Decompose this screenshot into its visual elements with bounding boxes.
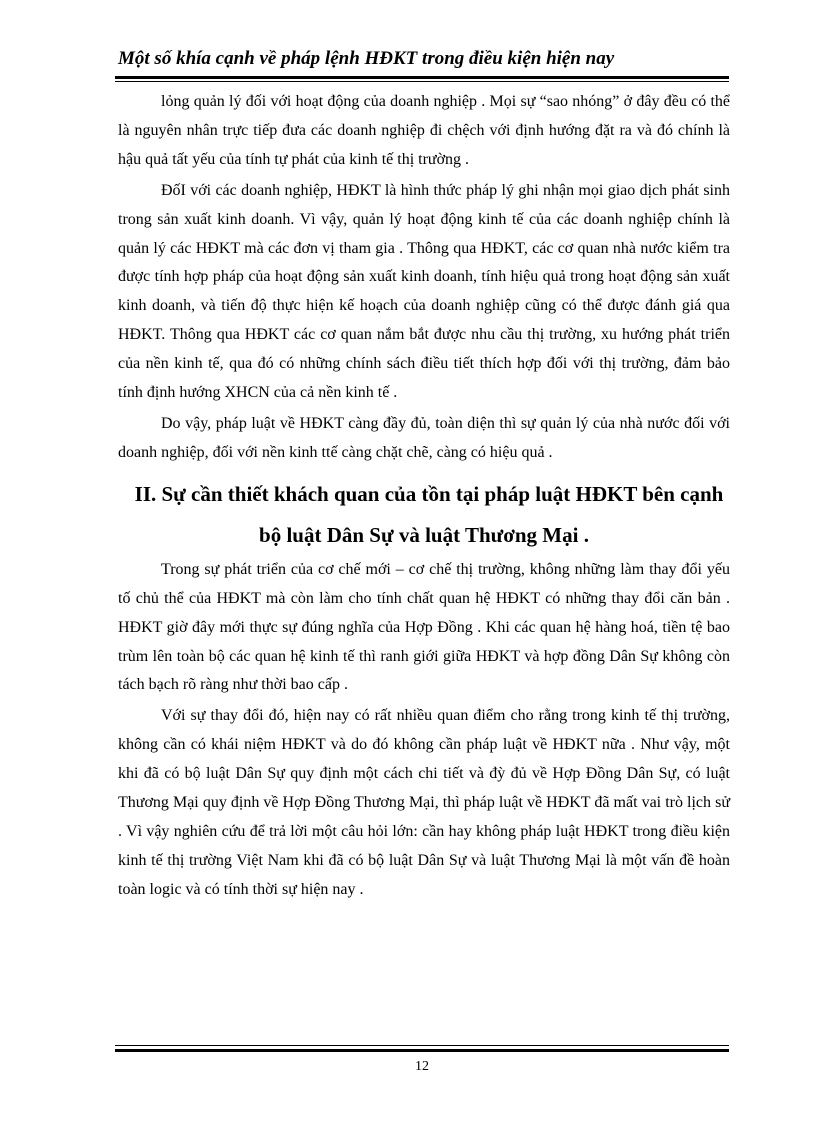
paragraph-4: Trong sự phát triển của cơ chế mới – cơ chế thị trường, không những làm thay đổi yếu tố chủ thể của HĐKT mà còn làm cho tính chất quan hệ HĐKT có những thay đổi căn bản . HĐKT giờ đây mới thực sự đúng nghĩa của Hợp Đồng . Khi các quan hệ hàng hoá, tiền tệ bao trùm lên toàn bộ các quan hệ kinh tế thì ranh giới giữa HĐKT và hợp đồng Dân Sự không còn tách bạch rõ ràng như thời bao cấp . (118, 560, 730, 694)
paragraph-1: lỏng quản lý đối với hoạt động của doanh nghiệp . Mọi sự “sao nhóng” ở đây đều có thể là nguyên nhân trực tiếp đưa các doanh nghiệp đi chệch với định hướng đặt ra và đó chính là hậu quả tất yếu của tính tự phát của kinh tế thị trường . (118, 93, 730, 168)
paragraph-5: Với sự thay đổi đó, hiện nay có rất nhiều quan điểm cho rằng trong kinh tế thị trường, không cần có khái niệm HĐKT và do đó không cần pháp luật về HĐKT nữa . Như vậy, một khi đã có bộ luật Dân Sự quy định một cách chi tiết và đỳ đủ về Hợp Đồng Dân Sự, có luật Thương Mại quy định về Hợp Đồng Thương Mại, thì pháp luật về HĐKT đã mất vai trò lịch sử . Vì vậy nghiên cứu để trả lời một câu hỏi lớn: cần hay không pháp luật HĐKT trong điều kiện kinh tế thị trường Việt Nam khi đã có bộ luật Dân Sự và luật Thương Mại là một vấn đề hoàn toàn logic và có tính thời sự hiện nay . (118, 707, 730, 898)
footer-rule-thin (115, 1045, 729, 1046)
page-body (118, 88, 730, 905)
paragraph-3: Do vậy, pháp luật về HĐKT càng đầy đủ, toàn diện thì sự quản lý của nhà nước đối với doanh nghiệp, đối với nền kinh ttế càng chặt chẽ, càng có hiệu quả . (118, 414, 730, 461)
header-rule-thick (115, 76, 729, 79)
section-heading (118, 474, 730, 556)
paragraph-2: ĐốI với các doanh nghiệp, HĐKT là hình thức pháp lý ghi nhận mọi giao dịch phát sinh trong sản xuất kinh doanh. Vì vậy, quản lý hoạt động kinh tế của các doanh nghiệp chính là quản lý các HĐKT mà các đơn vị tham gia . Thông qua HĐKT, các cơ quan nhà nước kiểm tra được tính hợp pháp của hoạt động sản xuất kinh doanh, tính hiệu quả trong hoạt động sản xuất kinh doanh, và tiến độ thực hiện kế hoạch của doanh nghiệp cũng có thể được đánh giá qua HĐKT. Thông qua HĐKT các cơ quan nắm bắt được nhu cầu thị trường, xu hướng phát triển của nền kinh tế, qua đó có những chính sách điều tiết thích hợp đối với thị trường, đảm bảo tính định hướng XHCN của cả nền kinh tế . (118, 181, 730, 402)
header-rule-thin (115, 81, 729, 82)
running-header-title: Một số khía cạnh về pháp lệnh HĐKT trong điều kiện hiện nay (118, 48, 615, 69)
page-number: 12 (415, 1059, 429, 1074)
section-heading-line-2: bộ luật Dân Sự và luật Thương Mại . (259, 522, 589, 547)
section-heading-line-1: II. Sự cần thiết khách quan của tồn tại pháp luật HĐKT bên cạnh (134, 481, 724, 506)
footer-rule-thick (115, 1049, 729, 1052)
